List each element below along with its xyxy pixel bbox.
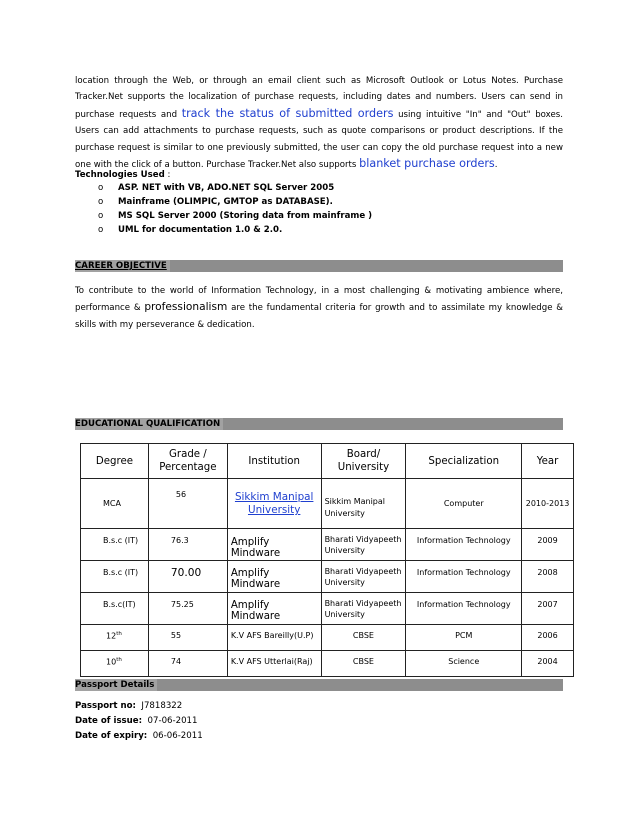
bullet-icon: o [98,225,104,235]
degree-number: 10 [106,657,117,667]
passport-heading: Passport Details [75,679,157,691]
cell-specialization: Information Technology [416,568,511,577]
issue-date-line [75,716,197,726]
cell-degree [106,625,145,641]
education-heading: EDUCATIONAL QUALIFICATION [75,418,223,430]
cell-board: Bharati Vidyapeeth University [324,567,402,587]
header-board: Board/ University [321,444,406,479]
description-text-1: location through the Web, or through an email client such as Microsoft Outlook or Lotus Notes. Purchase Tracker.Net supports the localization of purchase requests, including dates and numbers. Users can send in purchase requests and [75,76,563,120]
bullet-icon: o [98,211,104,221]
education-band [75,418,563,430]
degree-suffix: th [116,657,122,663]
career-objective-heading: CAREER OBJECTIVE [75,260,170,272]
cell-institution: Amplify Mindware [230,600,281,622]
cell-year: 2004 [537,657,558,666]
blanket-orders-link[interactable]: blanket purchase orders [359,157,495,171]
career-text-emphasis: professionalism [144,301,228,314]
cell-institution: Amplify Mindware [230,537,281,559]
cell-institution: K.V AFS Bareilly(U.P) [230,631,314,640]
issue-date-value: 07-06-2011 [147,716,198,726]
cell-year: 2010-2013 [525,499,570,508]
header-degree: Degree [81,444,149,479]
table-row [81,651,574,677]
cell-year: 2007 [537,600,558,609]
technology-label: Mainframe (OLIMPIC, GMTOP as DATABASE). [118,197,333,207]
list-item [98,209,372,223]
cell-specialization: Information Technology [416,600,511,609]
cell-specialization: Science [448,657,480,666]
cell-specialization: Computer [443,499,484,508]
passport-number-label: Passport no: [75,701,136,711]
cell-year: 2006 [537,631,558,640]
cell-year: 2009 [537,536,558,545]
list-item [98,181,372,195]
career-text-a: To contribute to the world of Information Technology, in a most challenging & motivating ambience where, performance & [75,286,563,314]
passport-number-line [75,701,182,711]
cell-degree: MCA [103,499,121,508]
bullet-icon: o [98,197,104,207]
issue-date-label: Date of issue: [75,716,143,726]
project-description [75,73,563,173]
technologies-colon: : [164,170,171,180]
header-year: Year [522,444,574,479]
list-item [98,223,372,237]
description-text-2: using intuitive "In" and "Out" boxes. Users can add attachments to purchase requests, such as quote comparisons or product descriptions. If the purchase request is similar to one previously submitted, the user can copy the old purchase request into a new one with the click of a button. Purchase Tracker.Net also supports [75,109,563,171]
technology-label: MS SQL Server 2000 (Storing data from mainframe ) [118,211,373,221]
technologies-list [98,181,372,237]
career-text-b: are the fundamental criteria for growth and to assimilate my knowledge & skills with my perseverance & dedication. [75,303,563,330]
table-row [81,625,574,651]
table-row [81,561,574,593]
passport-band [75,679,563,691]
technologies-title-text: Technologies Used [75,170,165,180]
cell-institution-link[interactable]: Sikkim Manipal University [234,491,314,516]
degree-suffix: th [116,631,122,637]
cell-degree: B.s.c(IT) [103,600,136,609]
expiry-date-label: Date of expiry: [75,731,148,741]
technology-label: UML for documentation 1.0 & 2.0. [118,225,283,235]
cell-specialization: PCM [455,631,473,640]
cell-degree [106,651,145,667]
cell-board: Bharati Vidyapeeth University [324,535,402,555]
header-grade: Grade / Percentage [148,444,227,479]
header-institution: Institution [227,444,321,479]
cell-institution: K.V AFS Utterlai(Raj) [230,657,313,666]
table-row [81,593,574,625]
list-item [98,195,372,209]
cell-grade: 74 [170,657,182,666]
cell-degree: B.s.c (IT) [103,536,139,545]
cell-institution: Amplify Mindware [230,568,281,590]
description-text-3: . [494,160,498,171]
technology-label: ASP. NET with VB, ADO.NET SQL Server 2005 [118,183,335,193]
career-objective-band [75,260,563,272]
table-row [81,479,574,529]
cell-grade: 70.00 [170,567,202,579]
cell-board: CBSE [352,657,374,666]
career-objective-text [75,283,563,333]
cell-specialization: Information Technology [416,536,511,545]
passport-number-value: J7818322 [141,701,183,711]
cell-grade: 56 [175,490,187,499]
table-row [81,529,574,561]
education-table [80,443,574,677]
expiry-date-value: 06-06-2011 [152,731,203,741]
cell-board: Sikkim Manipal University [324,497,385,518]
cell-grade: 75.25 [170,600,194,609]
technologies-title [75,170,170,180]
cell-year: 2008 [537,568,558,577]
header-specialization: Specialization [406,444,522,479]
cell-grade: 76.3 [170,536,189,545]
expiry-date-line [75,731,203,741]
bullet-icon: o [98,183,104,193]
cell-grade: 55 [170,631,182,640]
cell-degree: B.s.c (IT) [103,568,139,577]
table-header-row [81,444,574,479]
cell-board: CBSE [352,631,374,640]
degree-number: 12 [106,631,117,641]
track-status-link[interactable]: track the status of submitted orders [181,106,394,120]
cell-board: Bharati Vidyapeeth University [324,599,402,619]
